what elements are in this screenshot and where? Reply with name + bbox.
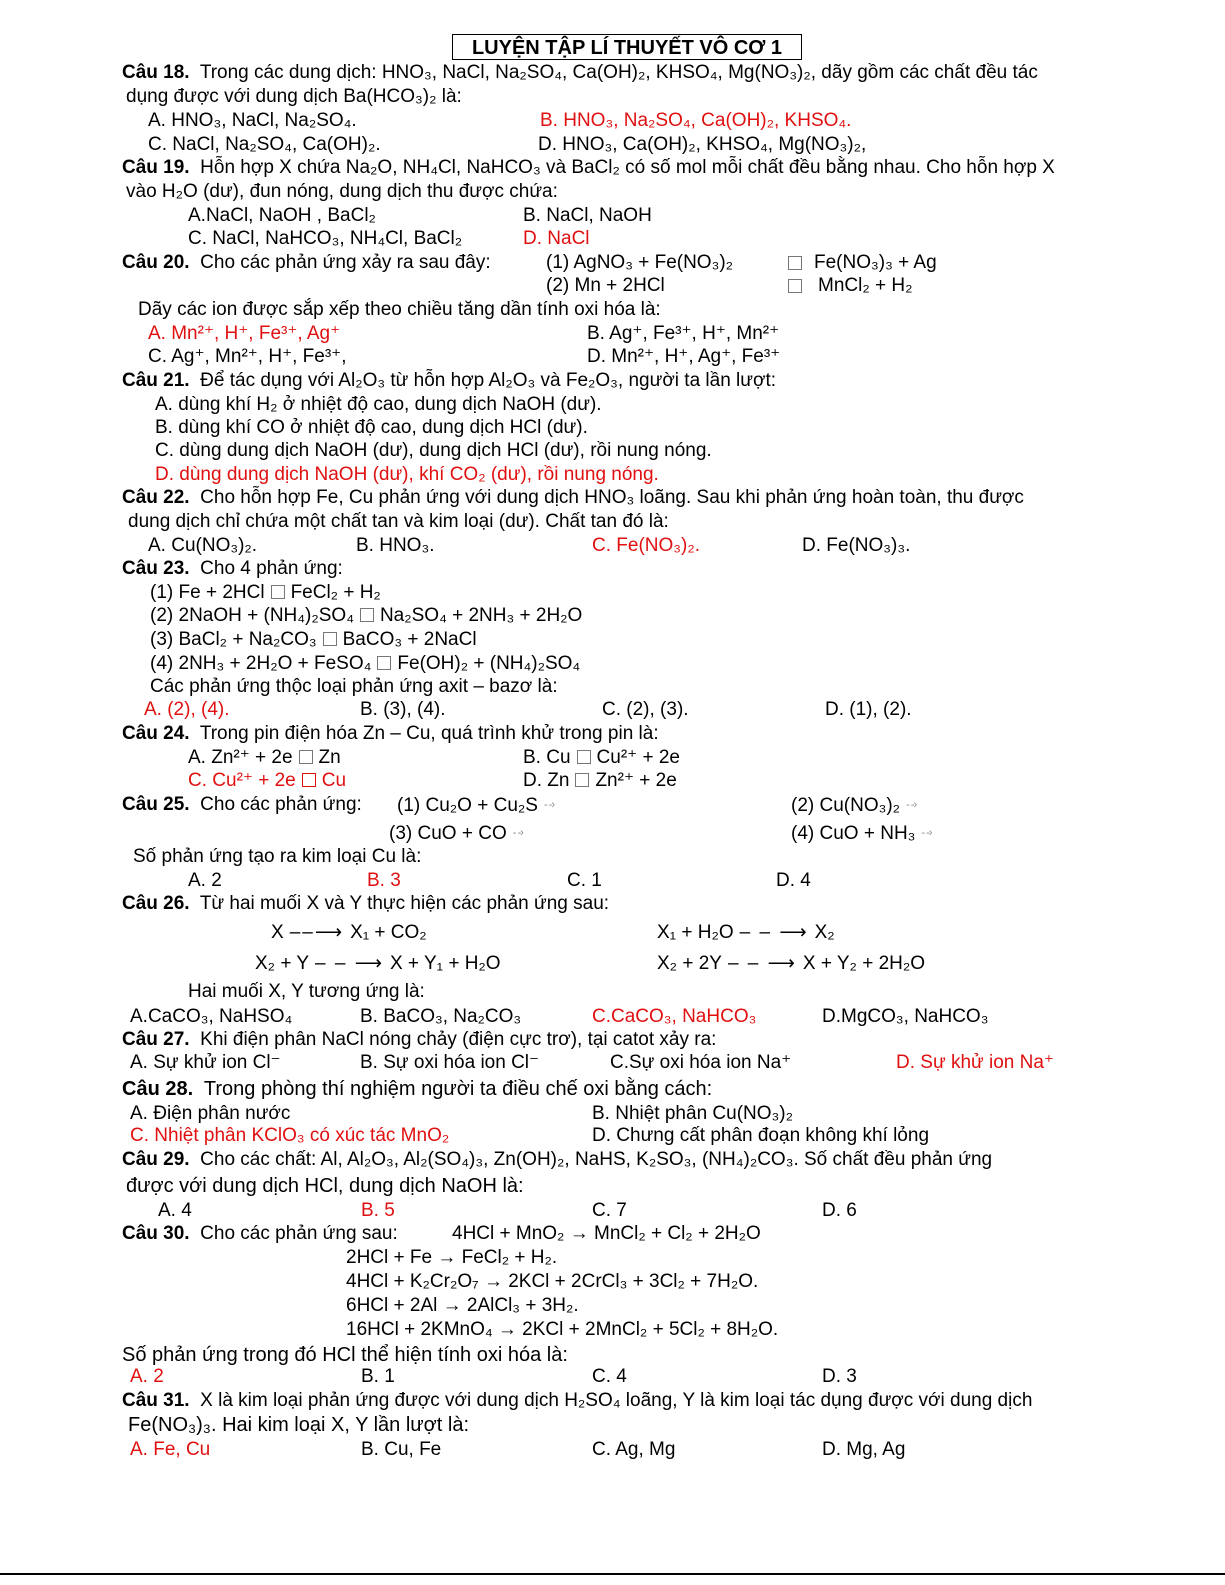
option-a: A.NaCl, NaOH , BaCl₂ bbox=[188, 205, 376, 226]
reaction-2: 2HCl + Fe → FeCl₂ + H₂. bbox=[346, 1247, 558, 1268]
reaction-2 bbox=[791, 794, 916, 817]
question-19 bbox=[122, 157, 1055, 179]
question-24 bbox=[122, 723, 659, 745]
reaction-right: FeCl₂ + H₂ bbox=[290, 582, 381, 603]
question-stem: Hai muối X, Y tương ứng là: bbox=[188, 981, 425, 1002]
question-text: Cho các phản ứng xảy ra sau đây: bbox=[200, 252, 491, 273]
option-d: D. Mg, Ag bbox=[822, 1439, 906, 1460]
question-text-cont: Fe(NO₃)₃. Hai kim loại X, Y lần lượt là: bbox=[128, 1414, 470, 1436]
arrow-icon bbox=[575, 773, 589, 787]
reaction-left: X₂ + 2Y bbox=[657, 953, 722, 974]
reaction-3 bbox=[150, 629, 477, 651]
option-c: C. 4 bbox=[592, 1366, 627, 1387]
option-right: Zn²⁺ + 2e bbox=[595, 770, 677, 791]
option-b: B. Sự oxi hóa ion Cl⁻ bbox=[360, 1052, 540, 1073]
question-label: Câu 31. bbox=[122, 1390, 190, 1411]
arrow-icon bbox=[323, 632, 337, 646]
option-a: A. dùng khí H₂ ở nhiệt độ cao, dung dịch NaOH (dư). bbox=[155, 394, 602, 415]
option-a: A. HNO₃, NaCl, Na₂SO₄. bbox=[148, 110, 357, 131]
question-label: Câu 19. bbox=[122, 157, 190, 178]
option-b: B. Ag⁺, Fe³⁺, H⁺, Mn²⁺ bbox=[587, 323, 780, 344]
option-d: D. Fe(NO₃)₃. bbox=[802, 535, 911, 556]
question-text-cont: dung dịch chỉ chứa một chất tan và kim loại (dư). Chất tan đó là: bbox=[128, 511, 669, 532]
question-label: Câu 21. bbox=[122, 370, 190, 391]
reaction-right: X₂ bbox=[814, 922, 835, 943]
reaction-1 bbox=[271, 922, 427, 944]
question-20 bbox=[122, 252, 491, 274]
reaction-2 bbox=[657, 922, 835, 944]
option-a bbox=[188, 747, 341, 769]
reaction-right: BaCO₃ + 2NaCl bbox=[342, 629, 477, 650]
option-d: D.MgCO₃, NaHCO₃ bbox=[822, 1006, 989, 1027]
option-right: Zn bbox=[318, 747, 341, 768]
option-right: Cu bbox=[321, 770, 347, 791]
reaction-4 bbox=[657, 953, 925, 975]
heat-arrow-icon: - -› bbox=[512, 827, 523, 839]
question-text: Cho 4 phản ứng: bbox=[200, 558, 343, 579]
arrow-icon: – – ⟶ bbox=[315, 953, 384, 974]
question-25 bbox=[122, 794, 362, 816]
question-text-cont: dụng được với dung dịch Ba(HCO₃)₂ là: bbox=[126, 86, 462, 107]
question-label: Câu 22. bbox=[122, 487, 190, 508]
arrow-icon bbox=[788, 279, 802, 293]
question-28 bbox=[122, 1078, 712, 1100]
reaction-right: X₁ + CO₂ bbox=[350, 922, 427, 943]
option-c: C.Sự oxi hóa ion Na⁺ bbox=[610, 1052, 792, 1073]
option-a: A. Cu(NO₃)₂. bbox=[148, 535, 258, 556]
reaction-4 bbox=[150, 653, 580, 675]
option-right: Cu²⁺ + 2e bbox=[596, 747, 680, 768]
option-d-answer: D. dùng dung dịch NaOH (dư), khí CO₂ (dư), rồi nung nóng. bbox=[155, 464, 659, 485]
question-text: Cho các phản ứng sau: bbox=[200, 1223, 398, 1244]
reaction-left: X₂ + Y bbox=[255, 953, 310, 974]
option-a: A. 4 bbox=[158, 1200, 192, 1221]
option-a: A. Điện phân nước bbox=[130, 1103, 291, 1124]
question-stem: Các phản ứng thộc loại phản ứng axit – bazơ là: bbox=[150, 676, 558, 697]
question-text: Cho các chất: Al, Al₂O₃, Al₂(SO₄)₃, Zn(OH)₂, NaHS, K₂SO₃, (NH₄)₂CO₃. Số chất đều phản ứng bbox=[200, 1149, 993, 1170]
reaction-left: X₁ + H₂O bbox=[657, 922, 734, 943]
reaction-text: (3) CuO + CO bbox=[389, 823, 507, 844]
option-a: A. Sự khử ion Cl⁻ bbox=[130, 1052, 281, 1073]
reaction-3 bbox=[255, 953, 501, 975]
question-text-cont: được với dung dịch HCl, dung dịch NaOH là: bbox=[126, 1175, 524, 1197]
question-text: Trong pin điện hóa Zn – Cu, quá trình khử trong pin là: bbox=[199, 723, 659, 744]
option-d: D. HNO₃, Ca(OH)₂, KHSO₄, Mg(NO₃)₂, bbox=[538, 134, 867, 155]
reaction-3 bbox=[389, 822, 523, 845]
reaction-5: 16HCl + 2KMnO₄ → 2KCl + 2MnCl₂ + 5Cl₂ + 8H₂O. bbox=[346, 1319, 779, 1340]
option-a: A. 2 bbox=[188, 870, 222, 891]
option-left: C. Cu²⁺ + 2e bbox=[188, 770, 296, 791]
reaction-1: 4HCl + MnO₂ → MnCl₂ + Cl₂ + 2H₂O bbox=[452, 1223, 761, 1244]
reaction-4 bbox=[791, 822, 931, 845]
option-c-answer: C. Nhiệt phân KClO₃ có xúc tác MnO₂ bbox=[130, 1125, 450, 1146]
question-label: Câu 30. bbox=[122, 1223, 190, 1244]
arrow-icon bbox=[377, 656, 391, 670]
reaction-left: (3) BaCl₂ + Na₂CO₃ bbox=[150, 629, 317, 650]
reaction-1-left: (1) AgNO₃ + Fe(NO₃)₂ bbox=[546, 252, 734, 273]
reaction-1 bbox=[397, 794, 554, 817]
option-b: B. Cu, Fe bbox=[361, 1439, 442, 1460]
question-label: Câu 25. bbox=[122, 794, 190, 815]
option-c-answer: C. Fe(NO₃)₂. bbox=[592, 535, 700, 556]
arrow-icon bbox=[360, 608, 374, 622]
question-text: Trong các dung dịch: HNO₃, NaCl, Na₂SO₄, Ca(OH)₂, KHSO₄, Mg(NO₃)₂, dãy gồm các chất đều tác bbox=[199, 62, 1038, 83]
option-left: B. Cu bbox=[523, 747, 571, 768]
question-stem: Dãy các ion được sắp xếp theo chiều tăng dần tính oxi hóa là: bbox=[138, 299, 661, 320]
question-26 bbox=[122, 893, 609, 915]
heat-arrow-icon: - -› bbox=[921, 827, 932, 839]
option-a: A.CaCO₃, NaHSO₄ bbox=[130, 1006, 293, 1027]
footer-divider bbox=[0, 1573, 1225, 1575]
question-text: Cho các phản ứng: bbox=[200, 794, 362, 815]
option-left: D. Zn bbox=[523, 770, 570, 791]
reaction-left: X bbox=[271, 922, 284, 943]
question-18 bbox=[122, 62, 1038, 84]
question-text: Cho hỗn hợp Fe, Cu phản ứng với dung dịch HNO₃ loãng. Sau khi phản ứng hoàn toàn, thu được bbox=[200, 487, 1024, 508]
question-31 bbox=[122, 1390, 1032, 1412]
reaction-2 bbox=[150, 605, 582, 627]
reaction-right: X + Y₂ + 2H₂O bbox=[802, 953, 926, 974]
option-d: D. 3 bbox=[822, 1366, 857, 1387]
question-22 bbox=[122, 487, 1024, 509]
option-c: C. (2), (3). bbox=[602, 699, 689, 720]
option-b: B. BaCO₃, Na₂CO₃ bbox=[360, 1006, 522, 1027]
question-label: Câu 26. bbox=[122, 893, 190, 914]
option-b-answer: B. 5 bbox=[361, 1200, 395, 1221]
question-label: Câu 24. bbox=[122, 723, 190, 744]
arrow-icon bbox=[788, 256, 802, 270]
question-label: Câu 27. bbox=[122, 1029, 190, 1050]
reaction-left: (2) 2NaOH + (NH₄)₂SO₄ bbox=[150, 605, 354, 626]
option-b: B. 1 bbox=[361, 1366, 395, 1387]
question-27 bbox=[122, 1029, 716, 1051]
option-d-answer: D. Sự khử ion Na⁺ bbox=[896, 1052, 1054, 1073]
reaction-2-left: (2) Mn + 2HCl bbox=[546, 275, 665, 296]
option-d: D. (1), (2). bbox=[825, 699, 912, 720]
option-d: D. 4 bbox=[776, 870, 811, 891]
reaction-text: (2) Cu(NO₃)₂ bbox=[791, 795, 901, 816]
reaction-right: Na₂SO₄ + 2NH₃ + 2H₂O bbox=[379, 605, 583, 626]
question-stem: Số phản ứng tạo ra kim loại Cu là: bbox=[133, 846, 422, 867]
question-label: Câu 20. bbox=[122, 252, 190, 273]
arrow-icon bbox=[577, 750, 591, 764]
question-text: Trong phòng thí nghiệm người ta điều chế oxi bằng cách: bbox=[203, 1078, 713, 1100]
option-left: A. Zn²⁺ + 2e bbox=[188, 747, 293, 768]
option-d-answer: D. NaCl bbox=[523, 228, 590, 249]
question-text: X là kim loại phản ứng được với dung dịch H₂SO₄ loãng, Y là kim loại tác dụng được với dung dịch bbox=[200, 1390, 1033, 1411]
option-d: D. Mn²⁺, H⁺, Ag⁺, Fe³⁺ bbox=[587, 346, 781, 367]
heat-arrow-icon: - -› bbox=[906, 799, 917, 811]
question-text: Từ hai muối X và Y thực hiện các phản ứng sau: bbox=[199, 893, 610, 914]
option-d: D. 6 bbox=[822, 1200, 857, 1221]
question-30 bbox=[122, 1223, 398, 1245]
option-a-answer: A. 2 bbox=[130, 1366, 164, 1387]
question-label: Câu 18. bbox=[122, 62, 190, 83]
option-d: D. Chưng cất phân đoạn không khí lỏng bbox=[592, 1125, 930, 1146]
arrow-icon bbox=[299, 750, 313, 764]
option-b: B. dùng khí CO ở nhiệt độ cao, dung dịch HCl (dư). bbox=[155, 417, 588, 438]
option-c-answer bbox=[188, 770, 346, 792]
reaction-text: (4) CuO + NH₃ bbox=[791, 823, 916, 844]
option-c: C. 1 bbox=[567, 870, 602, 891]
reaction-1 bbox=[150, 582, 381, 604]
option-b bbox=[523, 747, 680, 769]
option-b: B. (3), (4). bbox=[360, 699, 446, 720]
arrow-icon bbox=[271, 585, 285, 599]
option-c: C. NaCl, Na₂SO₄, Ca(OH)₂. bbox=[148, 134, 381, 155]
question-label: Câu 29. bbox=[122, 1149, 190, 1170]
question-21 bbox=[122, 370, 776, 392]
option-c-answer: C.CaCO₃, NaHCO₃ bbox=[592, 1006, 757, 1027]
question-text-cont: vào H₂O (dư), đun nóng, dung dịch thu được chứa: bbox=[126, 181, 558, 202]
heat-arrow-icon: ––⟶ bbox=[289, 922, 345, 943]
option-a-answer: A. Mn²⁺, H⁺, Fe³⁺, Ag⁺ bbox=[148, 323, 341, 344]
reaction-left: (4) 2NH₃ + 2H₂O + FeSO₄ bbox=[150, 653, 372, 674]
option-a-answer: A. (2), (4). bbox=[144, 699, 230, 720]
question-29 bbox=[122, 1149, 992, 1171]
arrow-icon: – – ⟶ bbox=[739, 922, 809, 943]
reaction-2-right: MnCl₂ + H₂ bbox=[818, 275, 913, 296]
arrow-icon bbox=[302, 773, 316, 787]
option-b-answer: B. HNO₃, Na₂SO₄, Ca(OH)₂, KHSO₄. bbox=[540, 110, 852, 131]
option-b: B. HNO₃. bbox=[356, 535, 435, 556]
option-b-answer: B. 3 bbox=[367, 870, 401, 891]
reaction-right: Fe(OH)₂ + (NH₄)₂SO₄ bbox=[397, 653, 581, 674]
question-label: Câu 28. bbox=[122, 1078, 194, 1100]
page-title: LUYỆN TẬP LÍ THUYẾT VÔ CƠ 1 bbox=[452, 34, 802, 60]
question-stem: Số phản ứng trong đó HCl thể hiện tính oxi hóa là: bbox=[122, 1344, 568, 1366]
question-text: Hỗn hợp X chứa Na₂O, NH₄Cl, NaHCO₃ và BaCl₂ có số mol mỗi chất đều bằng nhau. Cho hỗn hợp X bbox=[200, 157, 1055, 178]
question-label: Câu 23. bbox=[122, 558, 190, 579]
option-c: C. NaCl, NaHCO₃, NH₄Cl, BaCl₂ bbox=[188, 228, 463, 249]
reaction-1-right: Fe(NO₃)₃ + Ag bbox=[814, 252, 937, 273]
reaction-3: 4HCl + K₂Cr₂O₇ → 2KCl + 2CrCl₃ + 3Cl₂ + 7H₂O. bbox=[346, 1271, 759, 1292]
question-text: Để tác dụng với Al₂O₃ từ hỗn hợp Al₂O₃ và Fe₂O₃, người ta lần lượt: bbox=[200, 370, 777, 391]
option-d bbox=[523, 770, 677, 792]
option-a-answer: A. Fe, Cu bbox=[130, 1439, 211, 1460]
option-c: C. Ag⁺, Mn²⁺, H⁺, Fe³⁺, bbox=[148, 346, 347, 367]
arrow-icon: – – ⟶ bbox=[727, 953, 797, 974]
question-23 bbox=[122, 558, 343, 580]
option-b: B. Nhiệt phân Cu(NO₃)₂ bbox=[592, 1103, 793, 1124]
option-c: C. Ag, Mg bbox=[592, 1439, 676, 1460]
heat-arrow-icon: - -› bbox=[543, 799, 554, 811]
option-b: B. NaCl, NaOH bbox=[523, 205, 652, 226]
question-text: Khi điện phân NaCl nóng chảy (điện cực trơ), tại catot xảy ra: bbox=[200, 1029, 717, 1050]
option-c: C. 7 bbox=[592, 1200, 627, 1221]
reaction-right: X + Y₁ + H₂O bbox=[389, 953, 501, 974]
option-c: C. dùng dung dịch NaOH (dư), dung dịch HCl (dư), rồi nung nóng. bbox=[155, 440, 712, 461]
reaction-text: (1) Cu₂O + Cu₂S bbox=[397, 795, 538, 816]
reaction-4: 6HCl + 2Al → 2AlCl₃ + 3H₂. bbox=[346, 1295, 579, 1316]
reaction-left: (1) Fe + 2HCl bbox=[150, 582, 265, 603]
